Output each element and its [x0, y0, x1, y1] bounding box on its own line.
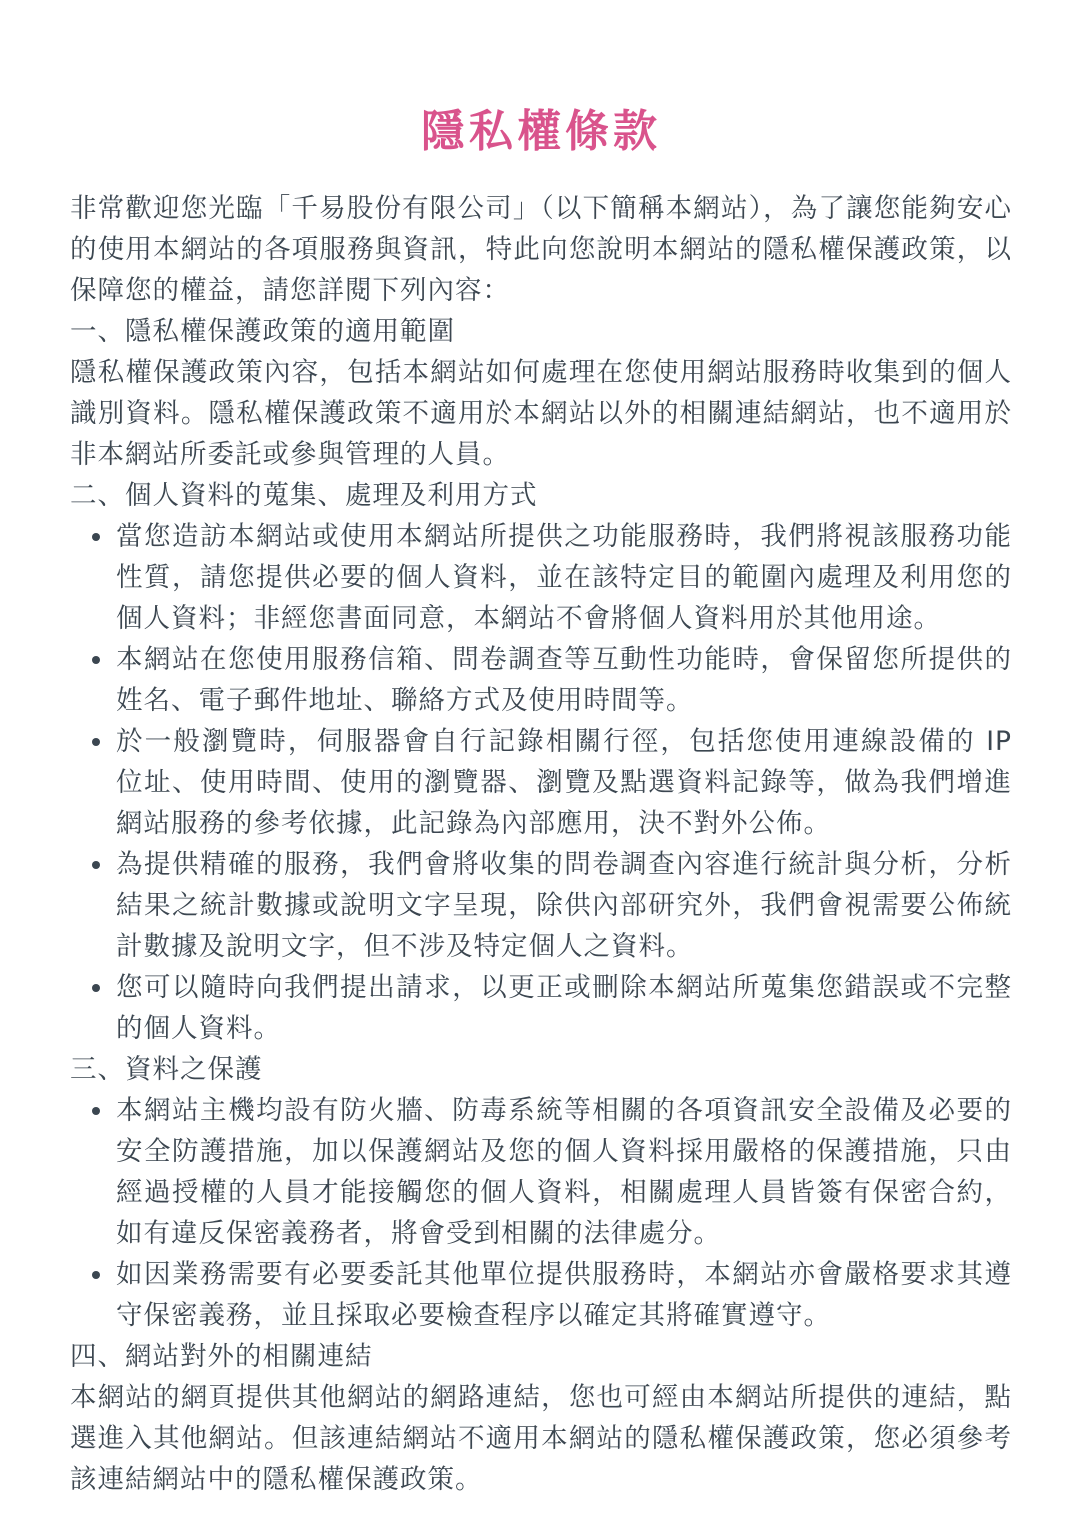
- section-heading-scope: 一、隱私權保護政策的適用範圍: [70, 316, 455, 347]
- list-item: 您可以隨時向我們提出請求，以更正或刪除本網站所蒐集您錯誤或不完整的個人資料。: [116, 967, 1012, 1049]
- section-paragraph-scope: 隱私權保護政策內容，包括本網站如何處理在您使用網站服務時收集到的個人識別資料。隱私權保護政策不適用於本網站以外的相關連結網站，也不適用於非本網站所委託或參與管理的人員。: [70, 357, 1012, 470]
- section-heading-collection: 二、個人資料的蒐集、處理及利用方式: [70, 480, 538, 511]
- list-item: 如因業務需要有必要委託其他單位提供服務時，本網站亦會嚴格要求其遵守保密義務，並且採取必要檢查程序以確定其將確實遵守。: [116, 1254, 1012, 1336]
- list-item: 為提供精確的服務，我們會將收集的問卷調查內容進行統計與分析，分析結果之統計數據或說明文字呈現，除供內部研究外，我們會視需要公佈統計數據及說明文字，但不涉及特定個人之資料。: [116, 844, 1012, 967]
- collection-bullet-list: [70, 516, 1012, 1049]
- list-item: 當您造訪本網站或使用本網站所提供之功能服務時，我們將視該服務功能性質，請您提供必要的個人資料，並在該特定目的範圍內處理及利用您的個人資料；非經您書面同意，本網站不會將個人資料用於其他用途。: [116, 516, 1012, 639]
- list-item: 本網站在您使用服務信箱、問卷調查等互動性功能時，會保留您所提供的姓名、電子郵件地址、聯絡方式及使用時間等。: [116, 639, 1012, 721]
- page-title: 隱私權條款: [421, 106, 661, 157]
- protection-bullet-list: [70, 1090, 1012, 1336]
- list-item: 於一般瀏覽時，伺服器會自行記錄相關行徑，包括您使用連線設備的 IP 位址、使用時間、使用的瀏覽器、瀏覽及點選資料記錄等，做為我們增進網站服務的參考依據，此記錄為內部應用，決不對外公佈。: [116, 721, 1012, 844]
- section-heading-external-links: 四、網站對外的相關連結: [70, 1341, 373, 1372]
- section-heading-protection: 三、資料之保護: [70, 1054, 263, 1085]
- section-paragraph-external-links: 本網站的網頁提供其他網站的網路連結，您也可經由本網站所提供的連結，點選進入其他網站。但該連結網站不適用本網站的隱私權保護政策，您必須參考該連結網站中的隱私權保護政策。: [70, 1382, 1012, 1495]
- policy-content: [70, 188, 1012, 1500]
- list-item: 本網站主機均設有防火牆、防毒系統等相關的各項資訊安全設備及必要的安全防護措施，加以保護網站及您的個人資料採用嚴格的保護措施，只由經過授權的人員才能接觸您的個人資料，相關處理人員皆簽有保密合約，如有違反保密義務者，將會受到相關的法律處分。: [116, 1090, 1012, 1254]
- intro-paragraph: 非常歡迎您光臨「千易股份有限公司」（以下簡稱本網站），為了讓您能夠安心的使用本網站的各項服務與資訊，特此向您說明本網站的隱私權保護政策，以保障您的權益，請您詳閱下列內容：: [70, 193, 1012, 306]
